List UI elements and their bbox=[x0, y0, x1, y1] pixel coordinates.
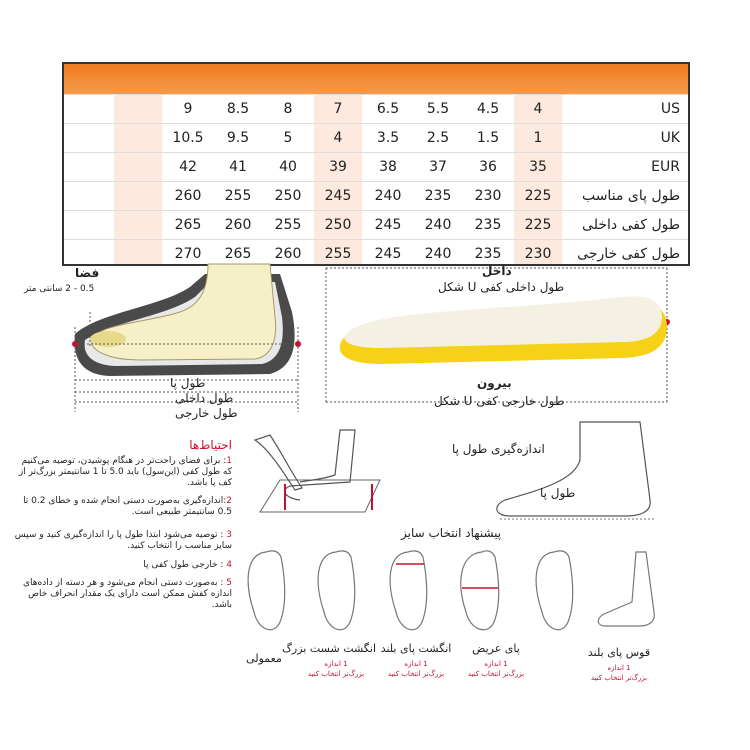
row-label: طول کفی داخلی bbox=[582, 217, 680, 233]
table-cell: 245 bbox=[324, 188, 352, 204]
table-header-bar bbox=[64, 64, 688, 94]
table-cell: 7 bbox=[333, 101, 343, 117]
space-note: 0.5 - 2 سانتی متر bbox=[24, 284, 95, 294]
caution-item: 1: برای فضای راحت‌تر در هنگام پوشیدن، توصیه می‌کنیم که طول کفی (این‌سول) باید 5.0 تا 1 سانتیمتر بزرگ‌تر از کف پا باشد. bbox=[18, 456, 232, 488]
table-cell: 260 bbox=[174, 188, 202, 204]
foot-types-sketch bbox=[236, 542, 666, 642]
inside-caption: طول داخلی کفی U شکل bbox=[438, 280, 565, 294]
table-cell: 225 bbox=[524, 188, 552, 204]
table-cell: 235 bbox=[474, 217, 502, 233]
caution-item: 3 : توصیه می‌شود ابتدا طول پا را اندازه‌گیری کنید و سپس سایز مناسب را انتخاب کنید. bbox=[14, 530, 232, 551]
table-cell: 225 bbox=[524, 217, 552, 233]
caution-item: 5 : به‌صورت دستی انجام می‌شود و هر دسته از داده‌های اندازه کفش ممکن است دارای یک مقدار انحراف خاص باشد. bbox=[23, 578, 232, 610]
table-cell: 240 bbox=[424, 217, 452, 233]
table-cell: 1.5 bbox=[476, 130, 500, 146]
cautions-panel bbox=[6, 434, 232, 614]
row-label: طول کفی خارجی bbox=[577, 246, 680, 262]
row-label: US bbox=[660, 101, 680, 117]
table-cell: 265 bbox=[224, 246, 252, 262]
table-cell: 260 bbox=[274, 246, 302, 262]
shoe-cross-section-diagram bbox=[24, 262, 320, 422]
row-label: طول پای مناسب bbox=[581, 188, 680, 204]
table-cell: 240 bbox=[374, 188, 402, 204]
row-label: EUR bbox=[651, 159, 680, 175]
table-cell: 8.5 bbox=[226, 101, 250, 117]
table-cell: 270 bbox=[174, 246, 202, 262]
table-cell: 6.5 bbox=[376, 101, 400, 117]
table-cell: 2.5 bbox=[426, 130, 450, 146]
insole-diagram bbox=[322, 262, 692, 412]
space-title: فضا bbox=[75, 266, 100, 280]
table-cell: 255 bbox=[274, 217, 302, 233]
foot-type-big-toe: انگشت شست بزرگ bbox=[282, 642, 376, 655]
table-cell: 250 bbox=[324, 217, 352, 233]
caution-item: 4 : خارجی طول کفی پا bbox=[143, 560, 232, 570]
table-cell: 255 bbox=[324, 246, 352, 262]
table-cell: 37 bbox=[429, 159, 447, 175]
size-recommendation: پیشنهاد انتخاب سایز معمولی انگشت شست بزرگ 1 اندازه بزرگ‌تر انتخاب کنید انگشت پای بلند 1 اندازه بزرگ‌تر انتخاب کنید پای عریض 1 اندازه بزرگ‌تر انتخاب کنید قوس پای بلند 1 اندازه بزرگ‌تر انتخاب کنید bbox=[236, 524, 666, 694]
outside-title: بیرون bbox=[477, 376, 512, 390]
foot-type-normal: معمولی bbox=[246, 652, 282, 665]
table-cell: 265 bbox=[174, 217, 202, 233]
table-cell: 8 bbox=[283, 101, 293, 117]
table-cell: 35 bbox=[529, 159, 547, 175]
table-row-uk bbox=[64, 123, 688, 153]
table-cell: 230 bbox=[524, 246, 552, 262]
size-chart-table bbox=[62, 62, 690, 266]
table-cell: 3.5 bbox=[376, 130, 400, 146]
foot-length-measure bbox=[400, 420, 660, 520]
table-cell: 235 bbox=[424, 188, 452, 204]
inside-title: داخل bbox=[482, 264, 512, 278]
foot-length-label: طول پا bbox=[170, 376, 206, 390]
table-cell: 4 bbox=[533, 101, 543, 117]
table-cell: 9 bbox=[183, 101, 193, 117]
measure-title: اندازه‌گیری طول پا bbox=[452, 442, 545, 456]
foot-type-wide: پای عریض bbox=[472, 642, 520, 655]
table-cell: 41 bbox=[229, 159, 247, 175]
table-cell: 10.5 bbox=[172, 130, 204, 146]
measuring-foot-sketch bbox=[240, 420, 390, 520]
outer-length-label: طول خارجی bbox=[175, 406, 238, 420]
table-cell: 250 bbox=[274, 188, 302, 204]
table-cell: 4 bbox=[333, 130, 343, 146]
table-cell: 260 bbox=[224, 217, 252, 233]
foot-length-caption: طول پا bbox=[540, 486, 576, 500]
table-cell: 240 bbox=[424, 246, 452, 262]
cautions-title: احتیاط‌ها bbox=[189, 438, 232, 452]
table-row-us bbox=[64, 94, 688, 124]
caution-item: 2:اندازه‌گیری به‌صورت دستی انجام شده و خطای 0.2 تا 0.5 سانتیمتر طبیعی است. bbox=[23, 496, 232, 517]
table-cell: 42 bbox=[179, 159, 197, 175]
table-cell: 38 bbox=[379, 159, 397, 175]
recommend-title: پیشنهاد انتخاب سایز bbox=[401, 526, 502, 540]
table-cell: 4.5 bbox=[476, 101, 500, 117]
row-label: UK bbox=[660, 130, 680, 146]
table-row-inner-insole bbox=[64, 210, 688, 240]
table-cell: 245 bbox=[374, 246, 402, 262]
table-cell: 5 bbox=[283, 130, 293, 146]
table-cell: 9.5 bbox=[226, 130, 250, 146]
table-cell: 5.5 bbox=[426, 101, 450, 117]
table-row-foot-length bbox=[64, 181, 688, 211]
table-row-eur bbox=[64, 152, 688, 182]
table-cell: 36 bbox=[479, 159, 497, 175]
table-cell: 1 bbox=[533, 130, 543, 146]
inner-length-label: طول داخلی bbox=[175, 391, 234, 405]
table-cell: 235 bbox=[474, 246, 502, 262]
foot-type-high-arch: قوس پای بلند bbox=[587, 646, 651, 659]
foot-type-long-toe: انگشت پای بلند bbox=[380, 642, 452, 655]
table-cell: 40 bbox=[279, 159, 297, 175]
outside-caption: طول خارجی کفی U شکل bbox=[434, 394, 565, 408]
table-cell: 230 bbox=[474, 188, 502, 204]
foot-profile-sketch bbox=[400, 420, 660, 520]
hand-measure-illustration bbox=[240, 420, 390, 520]
table-cell: 245 bbox=[374, 217, 402, 233]
table-cell: 39 bbox=[329, 159, 347, 175]
table-cell: 255 bbox=[224, 188, 252, 204]
